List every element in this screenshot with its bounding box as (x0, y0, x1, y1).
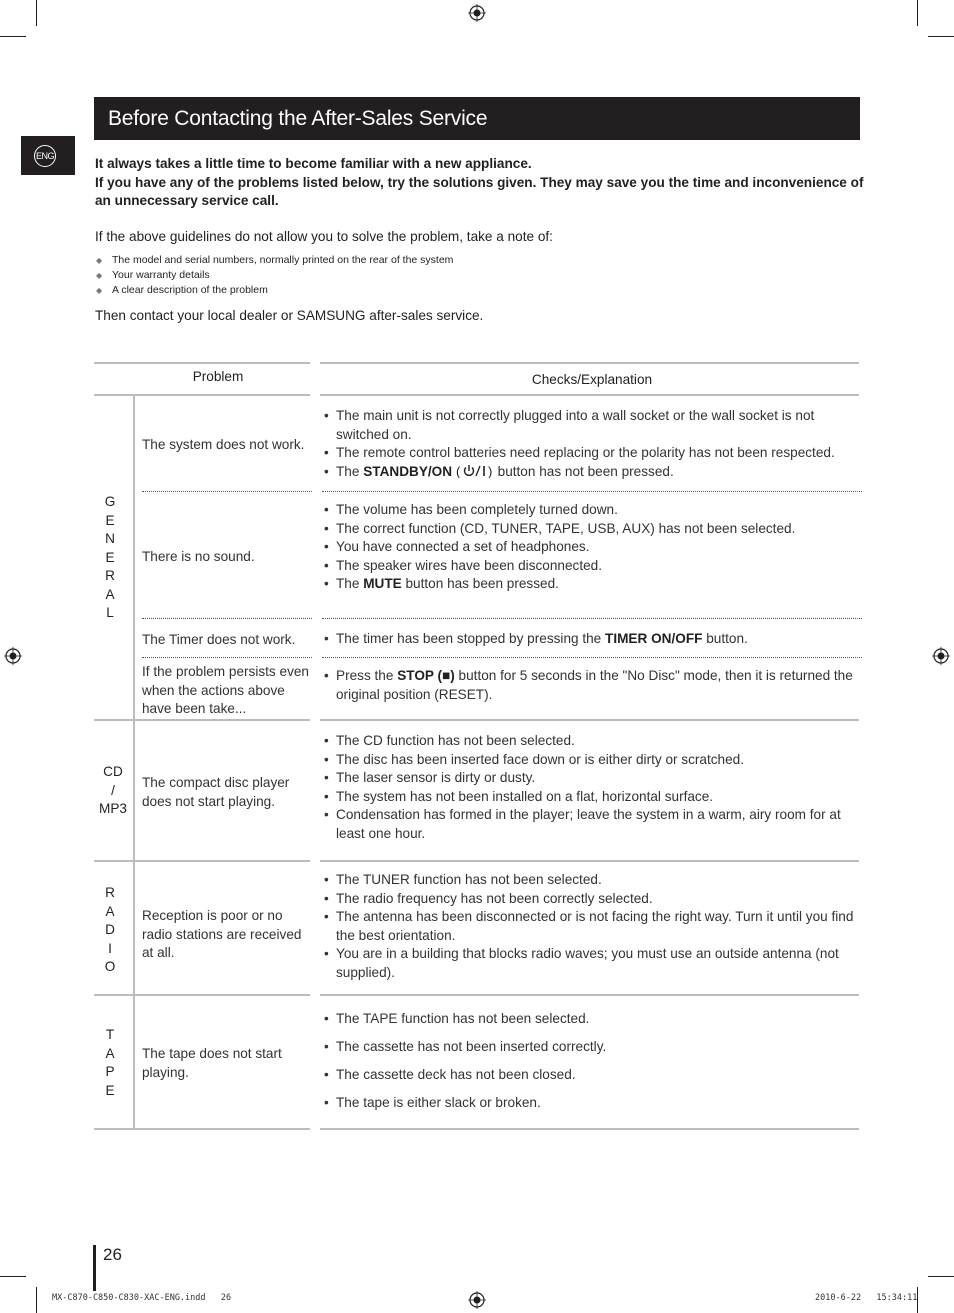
row-divider (322, 657, 862, 658)
list-item: • The disc has been inserted face down or is either dirty or scratched. (324, 751, 864, 770)
list-item: • The cassette deck has not been closed. (324, 1066, 864, 1085)
checks-cell (324, 732, 864, 843)
table-rule (94, 362, 310, 364)
registration-mark-icon (4, 647, 22, 665)
power-icon (456, 464, 494, 478)
problem-cell: The Timer does not work. (142, 632, 296, 647)
table-rule (320, 994, 859, 996)
checks-cell (324, 667, 864, 704)
crop-mark (0, 1276, 26, 1277)
list-item: • The tape is either slack or broken. (324, 1094, 864, 1113)
list-item: • The TUNER function has not been selected. (324, 871, 864, 890)
column-header-problem: Problem (192, 369, 244, 384)
language-tab (21, 136, 75, 175)
list-item: • The cassette has not been inserted correctly. (324, 1038, 864, 1057)
intro-line-2: If you have any of the problems listed below, try the solutions given. They may save you the time and inconvenience of an unnecessary service call. (95, 174, 864, 208)
problem-cell: Reception is poor or no radio stations are received at all. (142, 908, 302, 960)
column-header-checks: Checks/Explanation (531, 372, 653, 387)
intro-text (95, 155, 865, 211)
list-item: • The CD function has not been selected. (324, 732, 864, 751)
category-cd-mp3: CD / MP3 (99, 764, 127, 816)
problem-cell: If the problem persists even when the actions above have been take... (142, 664, 309, 716)
list-item: • The system has not been installed on a flat, horizontal surface. (324, 788, 864, 807)
row-divider (142, 618, 312, 619)
row-divider (142, 657, 312, 658)
list-item: • You are in a building that blocks radio waves; you must use an outside antenna (not supplied). (324, 945, 864, 982)
table-rule (94, 1128, 310, 1130)
problem-cell: The system does not work. (142, 437, 305, 452)
list-item: • Condensation has formed in the player; leave the system in a warm, airy room for at least one hour. (324, 806, 864, 843)
list-item: • Press the STOP (■) button for 5 seconds in the "No Disc" mode, then it is returned the original position (RESET). (324, 667, 864, 704)
table-rule (320, 362, 859, 364)
checks-cell (324, 1010, 864, 1122)
list-item: • The volume has been completely turned down. (324, 501, 864, 520)
svg-text:(: ( (455, 463, 461, 478)
note-list (95, 253, 453, 298)
checks-cell (324, 501, 864, 594)
footer-file-info: MX-C870-C850-C830-XAC-ENG.indd 26 (52, 1293, 232, 1303)
table-rule (94, 860, 310, 862)
list-item: • The laser sensor is dirty or dusty. (324, 769, 864, 788)
problem-cell: The tape does not start playing. (142, 1046, 282, 1080)
list-item: • The correct function (CD, TUNER, TAPE, USB, AUX) has not been selected. (324, 520, 864, 539)
list-item: • The antenna has been disconnected or is not facing the right way. Turn it until you find the best orientation. (324, 908, 864, 945)
list-item: ◆ Your warranty details (95, 268, 453, 283)
registration-mark-icon (468, 1291, 486, 1309)
note-text: If the above guidelines do not allow you to solve the problem, take a note of: (95, 229, 553, 244)
category-radio: R A D I O (104, 885, 116, 974)
crop-mark (36, 1287, 37, 1313)
crop-mark (0, 36, 26, 37)
category-tape: T A P E (105, 1027, 115, 1098)
list-item: • The remote control batteries need replacing or the polarity has not been respected. (324, 444, 864, 463)
checks-cell (324, 407, 864, 481)
list-item: • The timer has been stopped by pressing the TIMER ON/OFF button. (324, 630, 864, 649)
list-item: • The main unit is not correctly plugged into a wall socket or the wall socket is not switched on. (324, 407, 864, 444)
checks-cell (324, 630, 864, 649)
crop-mark (36, 0, 37, 26)
table-rule (133, 396, 135, 1129)
table-rule (94, 394, 310, 396)
footer-date: 2010-6-22 15:34:11 (815, 1293, 918, 1303)
list-item: ◆ A clear description of the problem (95, 283, 453, 298)
registration-mark-icon (468, 4, 486, 22)
table-rule (320, 719, 859, 721)
list-item: • You have connected a set of headphones. (324, 538, 864, 557)
table-rule (320, 1128, 859, 1130)
category-general: G E N E R A L (104, 494, 116, 620)
intro-line-1: It always takes a little time to become familiar with a new appliance. (95, 156, 532, 171)
crop-mark (917, 0, 918, 26)
page-number-bar (93, 1245, 96, 1291)
list-item: • The speaker wires have been disconnected. (324, 557, 864, 576)
page-title: Before Contacting the After-Sales Service (108, 107, 488, 130)
page-title-bar (94, 97, 860, 140)
problem-cell: The compact disc player does not start playing. (142, 775, 290, 809)
contact-text: Then contact your local dealer or SAMSUNG after-sales service. (95, 308, 484, 323)
crop-mark (928, 1276, 954, 1277)
table-rule (94, 719, 310, 721)
checks-cell (324, 871, 864, 982)
list-item: • The radio frequency has not been correctly selected. (324, 890, 864, 909)
language-label: ENG (34, 145, 56, 167)
table-rule (320, 394, 859, 396)
row-divider (142, 491, 312, 492)
registration-mark-icon (932, 647, 950, 665)
row-divider (322, 618, 862, 619)
list-item: • The TAPE function has not been selected. (324, 1010, 864, 1029)
page-number: 26 (103, 1245, 122, 1264)
list-item: • The MUTE button has been pressed. (324, 575, 864, 594)
crop-mark (928, 36, 954, 37)
row-divider (322, 491, 862, 492)
list-item: • The STANDBY/ON ( ) button has not been pressed. (324, 463, 864, 482)
table-rule (320, 860, 859, 862)
table-rule (94, 994, 310, 996)
list-item: ◆ The model and serial numbers, normally printed on the rear of the system (95, 253, 453, 268)
svg-text:): ) (487, 463, 493, 478)
problem-cell: There is no sound. (142, 549, 255, 564)
